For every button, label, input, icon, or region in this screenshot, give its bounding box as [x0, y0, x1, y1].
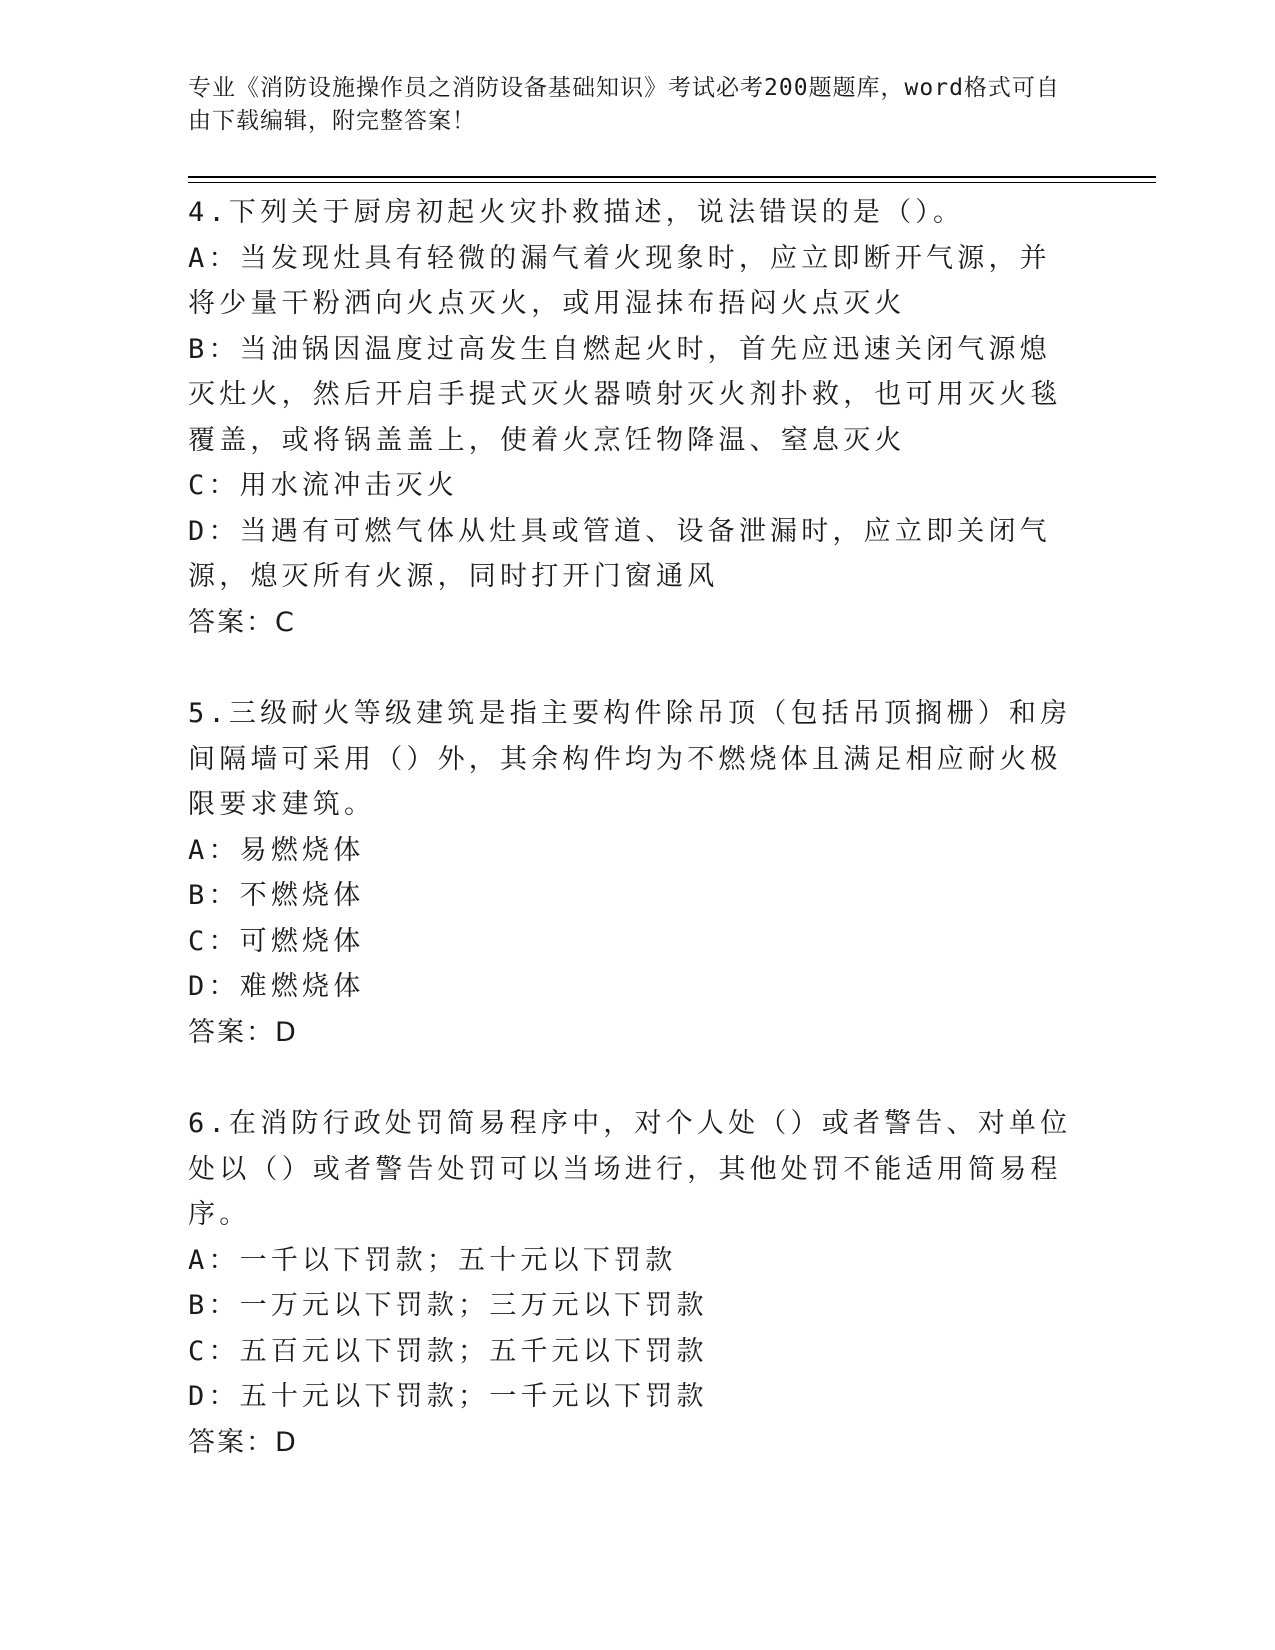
option-a: A：易燃烧体 [188, 834, 365, 866]
answer-line: 答案：D [188, 1426, 298, 1458]
answer-line: 答案：D [188, 1016, 298, 1048]
header-divider-thick [188, 176, 1156, 178]
question-block [188, 190, 1078, 645]
option-d: D：当遇有可燃气体从灶具或管道、设备泄漏时，应立即关闭气源，熄灭所有火源，同时打开门窗通风 [188, 515, 1051, 592]
option-a: A：当发现灶具有轻微的漏气着火现象时，应立即断开气源，并将少量干粉洒向火点灭火，或用湿抹布捂闷火点灭火 [188, 242, 1051, 319]
answer-line: 答案：C [188, 606, 296, 638]
question-block [188, 1101, 1078, 1465]
option-a: A：一千以下罚款；五十元以下罚款 [188, 1244, 677, 1276]
option-c: C：五百元以下罚款；五千元以下罚款 [188, 1335, 708, 1367]
header-divider-thin [188, 182, 1156, 183]
option-d: D：五十元以下罚款；一千元以下罚款 [188, 1381, 708, 1412]
option-c: C：可燃烧体 [188, 925, 365, 957]
option-d: D：难燃烧体 [188, 971, 365, 1002]
question-stem: 6.在消防行政处罚简易程序中，对个人处（）或者警告、对单位处以（）或者警告处罚可以当场进行，其他处罚不能适用简易程序。 [188, 1108, 1072, 1230]
option-b: B：当油锅因温度过高发生自燃起火时，首先应迅速关闭气源熄灭灶火，然后开启手提式灭火器喷射灭火剂扑救，也可用灭火毯覆盖，或将锅盖盖上，使着火烹饪物降温、窒息灭火 [188, 333, 1062, 456]
question-stem: 5.三级耐火等级建筑是指主要构件除吊顶（包括吊顶搁栅）和房间隔墙可采用（）外，其余构件均为不燃烧体且满足相应耐火极限要求建筑。 [188, 698, 1072, 820]
option-b: B：不燃烧体 [188, 880, 365, 911]
document-header: 专业《消防设施操作员之消防设备基础知识》考试必考200题题库，word格式可自由下载编辑，附完整答案！ [188, 75, 1060, 134]
question-stem: 4.下列关于厨房初起火灾扑救描述，说法错误的是（）。 [188, 197, 965, 228]
question-list [188, 190, 1078, 1511]
question-block [188, 691, 1078, 1055]
option-b: B：一万元以下罚款；三万元以下罚款 [188, 1290, 708, 1321]
option-c: C：用水流冲击灭火 [188, 470, 459, 501]
